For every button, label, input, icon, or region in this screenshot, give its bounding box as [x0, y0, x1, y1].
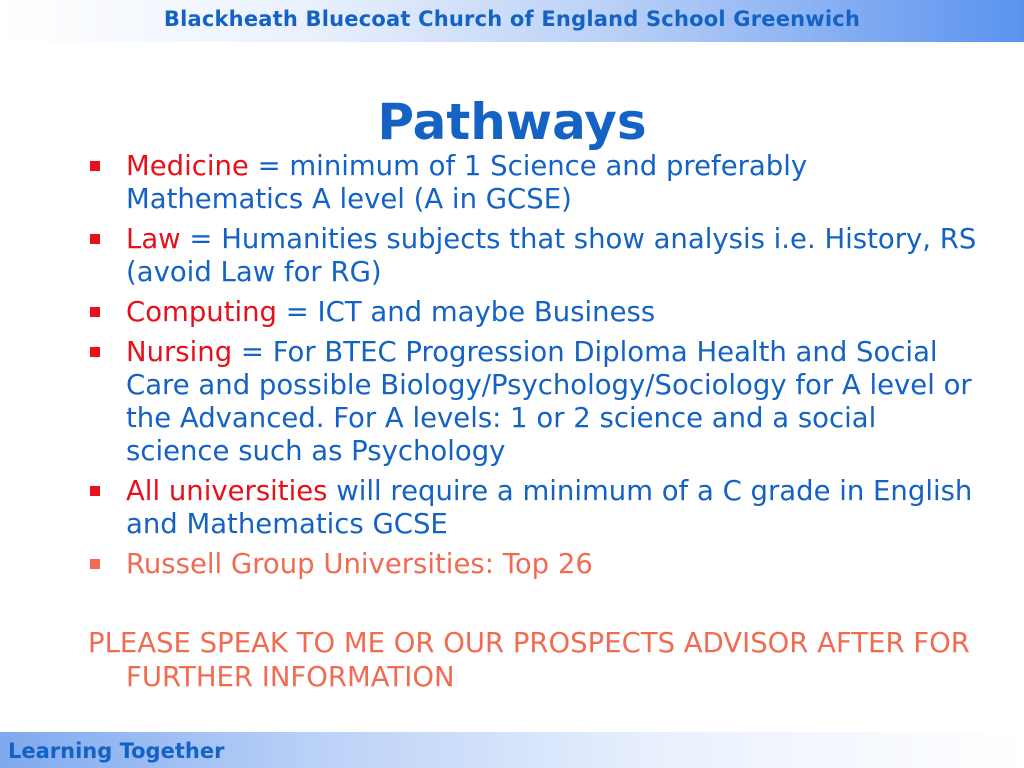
bullet-text: = ICT and maybe Business: [277, 296, 656, 328]
school-name: Blackheath Bluecoat Church of England School Greenwich: [163, 7, 861, 31]
bullet-keyword: Law: [126, 223, 181, 255]
bullet-nursing: [88, 336, 988, 468]
bullet-text: = Humanities subjects that show analysis i.e. History, RS (avoid Law for RG): [126, 223, 977, 288]
square-bullet-icon: [90, 161, 100, 171]
bullet-text: will require a minimum of a C grade in English and Mathematics GCSE: [126, 475, 973, 540]
bullet-keyword: All universities: [126, 475, 328, 507]
bullet-keyword: Computing: [126, 296, 278, 328]
bullet-text: = minimum of 1 Science and preferably Mathematics A level (A in GCSE): [126, 150, 808, 215]
further-information-notice: PLEASE SPEAK TO ME OR OUR PROSPECTS ADVISOR AFTER FOR FURTHER INFORMATION: [88, 627, 970, 693]
bullet-computing: [88, 296, 988, 329]
bullet-keyword: Nursing: [126, 336, 233, 368]
bullet-text: Russell Group Universities: Top 26: [126, 548, 593, 580]
bullet-russell-group: [88, 548, 988, 581]
bullet-keyword: Medicine: [126, 150, 249, 182]
slide-title: Pathways: [377, 93, 647, 151]
bullet-medicine: [88, 150, 988, 216]
footer-tagline: Learning Together: [8, 739, 225, 763]
square-bullet-icon: [90, 559, 100, 569]
bullet-law: [88, 223, 988, 289]
square-bullet-icon: [90, 486, 100, 496]
square-bullet-icon: [90, 347, 100, 357]
square-bullet-icon: [90, 234, 100, 244]
square-bullet-icon: [90, 307, 100, 317]
bullet-list: [88, 150, 988, 588]
bullet-all-universities: [88, 475, 988, 541]
bullet-text: = For BTEC Progression Diploma Health and Social Care and possible Biology/Psychology/Sociology for A level or the Advanced. For A levels: 1 or 2 science and a social science such as Psychology: [126, 336, 972, 467]
